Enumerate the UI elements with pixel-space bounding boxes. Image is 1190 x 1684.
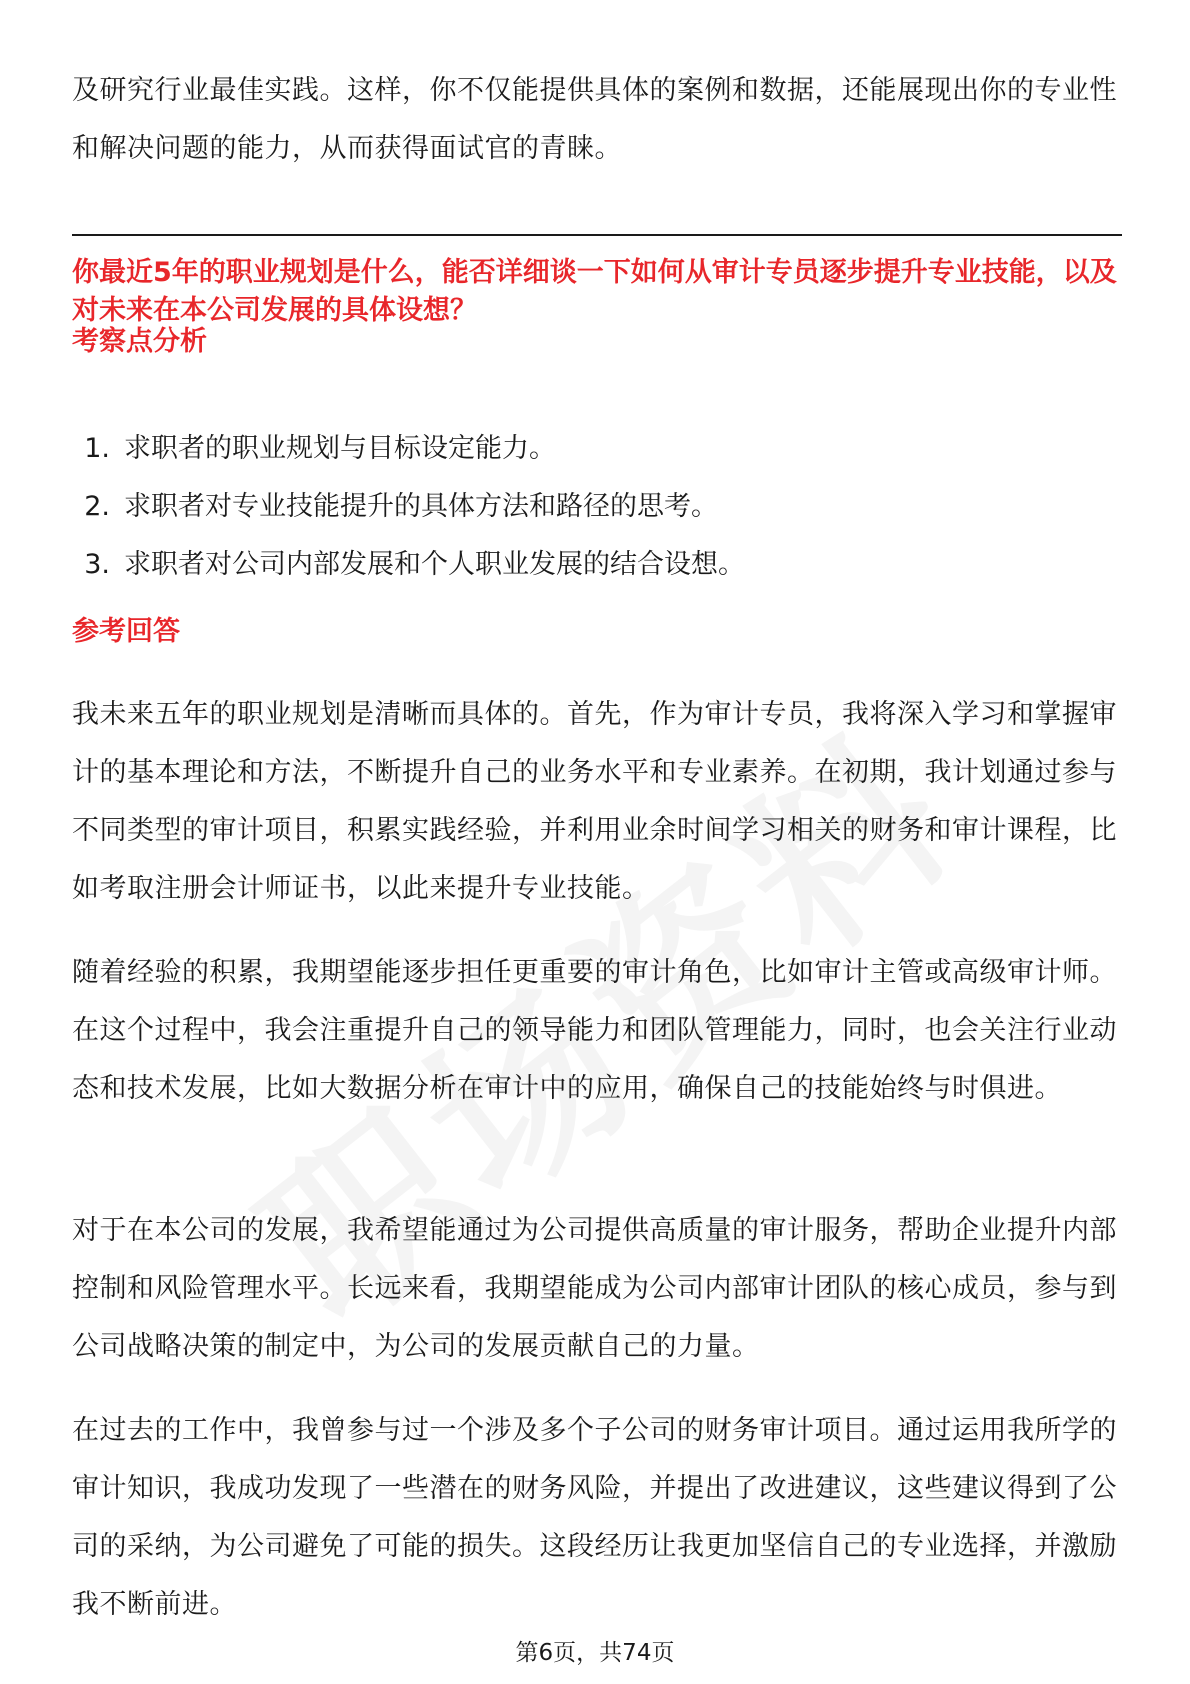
answer-paragraph: 对于在本公司的发展，我希望能通过为公司提供高质量的审计服务，帮助企业提升内部控制和风险管理水平。长远来看，我期望能成为公司内部审计团队的核心成员，参与到公司战略决策的制定中，为公司的发展贡献自己的力量。 <box>72 1215 1117 1362</box>
answer-paragraph: 我未来五年的职业规划是清晰而具体的。首先，作为审计专员，我将深入学习和掌握审计的基本理论和方法，不断提升自己的业务水平和专业素养。在初期，我计划通过参与不同类型的审计项目，积累实践经验，并利用业余时间学习相关的财务和审计课程，比如考取注册会计师证书，以此来提升专业技能。 <box>72 699 1117 904</box>
analysis-heading: 考察点分析 <box>72 326 207 357</box>
list-item-number: 3. <box>84 549 110 580</box>
question-heading: 你最近5年的职业规划是什么，能否详细谈一下如何从审计专员逐步提升专业技能，以及对未来在本公司发展的具体设想？ <box>72 257 1117 326</box>
analysis-list <box>72 420 1122 594</box>
intro-paragraph: 及研究行业最佳实践。这样，你不仅能提供具体的案例和数据，还能展现出你的专业性和解决问题的能力，从而获得面试官的青睐。 <box>72 75 1117 164</box>
list-item-text: 求职者对专业技能提升的具体方法和路径的思考。 <box>124 491 718 522</box>
list-item <box>72 536 1122 594</box>
list-item <box>72 478 1122 536</box>
answer-paragraph: 随着经验的积累，我期望能逐步担任更重要的审计角色，比如审计主管或高级审计师。在这个过程中，我会注重提升自己的领导能力和团队管理能力，同时，也会关注行业动态和技术发展，比如大数据分析在审计中的应用，确保自己的技能始终与时俱进。 <box>72 957 1117 1104</box>
list-item-number: 2. <box>84 491 110 522</box>
list-item <box>72 420 1122 478</box>
list-item-text: 求职者的职业规划与目标设定能力。 <box>124 433 556 464</box>
list-item-number: 1. <box>84 433 110 464</box>
list-item-text: 求职者对公司内部发展和个人职业发展的结合设想。 <box>124 549 745 580</box>
page-number: 第6页，共74页 <box>515 1640 675 1666</box>
section-divider <box>72 234 1122 236</box>
answer-heading: 参考回答 <box>72 616 180 647</box>
answer-paragraph: 在过去的工作中，我曾参与过一个涉及多个子公司的财务审计项目。通过运用我所学的审计知识，我成功发现了一些潜在的财务风险，并提出了改进建议，这些建议得到了公司的采纳，为公司避免了可能的损失。这段经历让我更加坚信自己的专业选择，并激励我不断前进。 <box>72 1415 1117 1620</box>
